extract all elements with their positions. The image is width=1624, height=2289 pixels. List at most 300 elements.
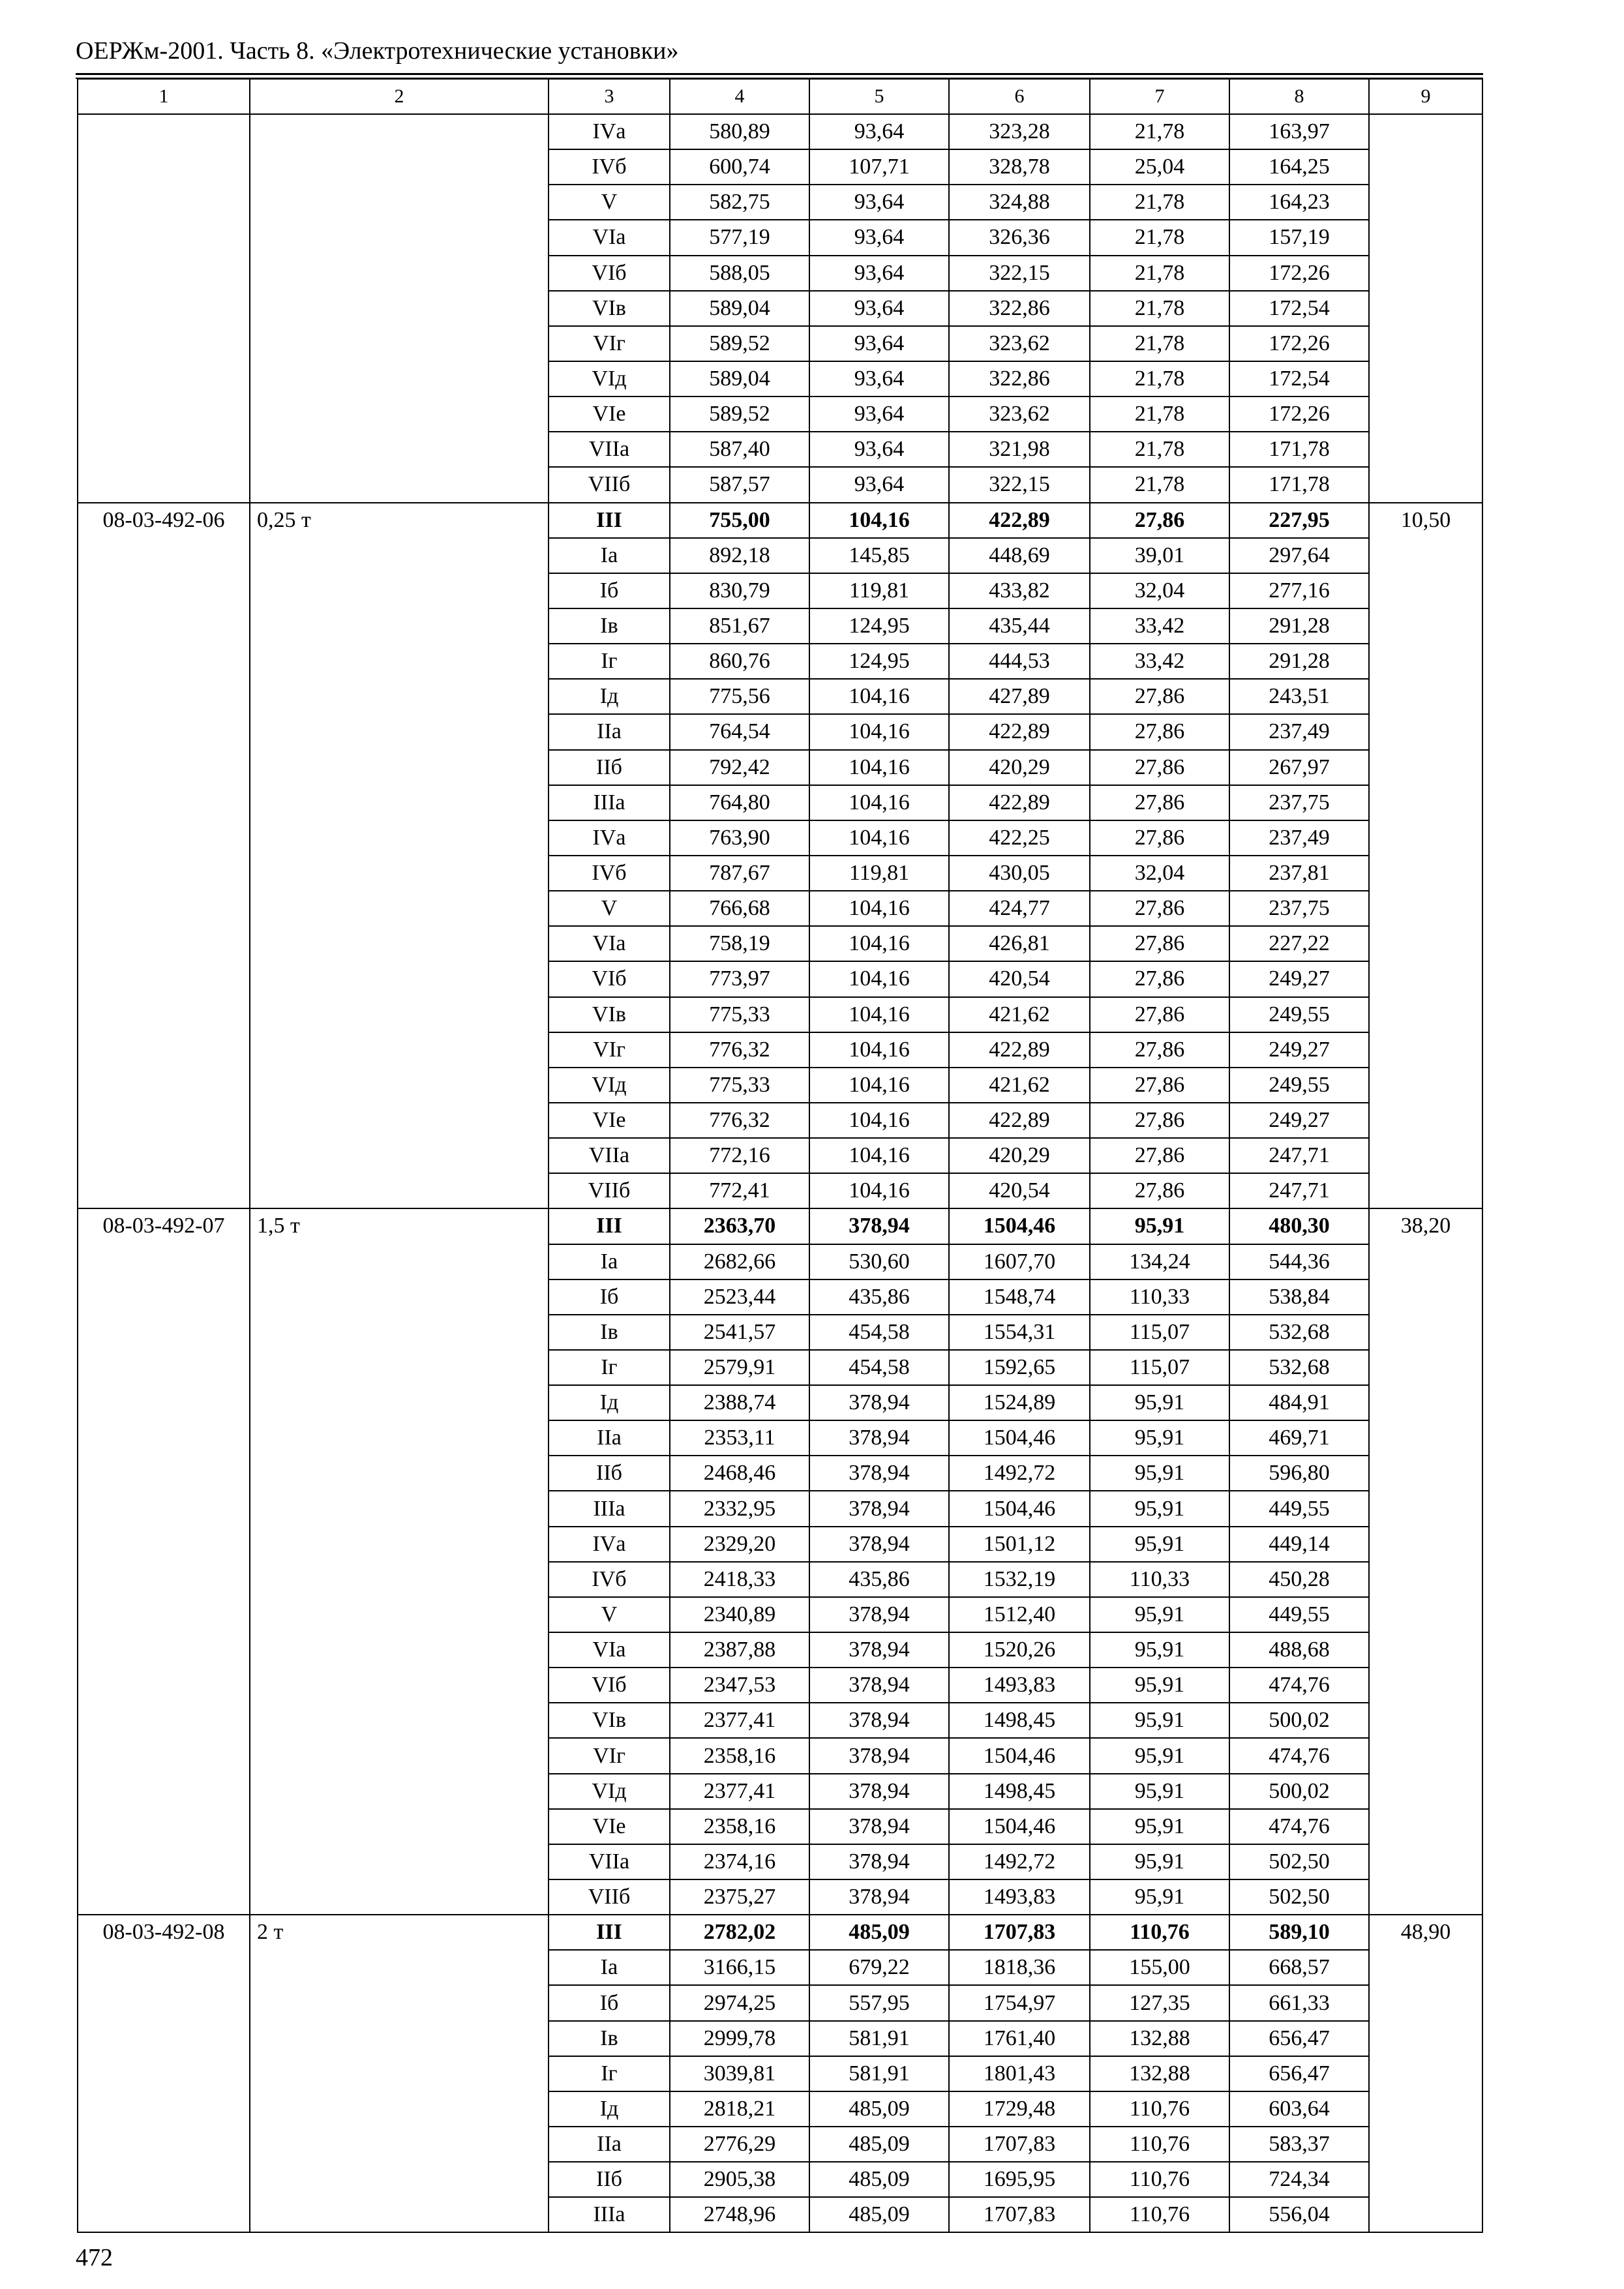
item-mass	[250, 114, 549, 503]
value-cell-col8: 500,02	[1229, 1774, 1369, 1809]
value-cell-col6: 323,62	[949, 396, 1090, 432]
value-cell-col7: 155,00	[1090, 1950, 1229, 1985]
category-cell: VIв	[549, 1703, 670, 1738]
value-cell-col8: 480,30	[1229, 1208, 1369, 1244]
value-cell-col8: 449,14	[1229, 1527, 1369, 1562]
value-cell-col4: 587,57	[670, 467, 809, 502]
value-cell-col4: 772,16	[670, 1138, 809, 1173]
value-cell-col8: 249,27	[1229, 1032, 1369, 1068]
value-cell-col7: 110,33	[1090, 1562, 1229, 1597]
value-cell-col5: 485,09	[809, 2127, 949, 2162]
value-cell-col7: 27,86	[1090, 1103, 1229, 1138]
value-cell-col5: 93,64	[809, 185, 949, 220]
column-header-9: 9	[1369, 79, 1482, 114]
value-cell-col5: 378,94	[809, 1527, 949, 1562]
value-cell-col7: 21,78	[1090, 256, 1229, 291]
value-cell-col6: 422,89	[949, 503, 1090, 538]
category-cell: Iв	[549, 2021, 670, 2056]
value-cell-col7: 95,91	[1090, 1703, 1229, 1738]
value-cell-col8: 172,54	[1229, 291, 1369, 326]
category-cell: VIе	[549, 1103, 670, 1138]
category-cell: Iб	[549, 1279, 670, 1315]
category-cell: VIг	[549, 1738, 670, 1773]
value-cell-col8: 243,51	[1229, 679, 1369, 714]
category-cell: III	[549, 1208, 670, 1244]
value-cell-col4: 2999,78	[670, 2021, 809, 2056]
value-cell-col5: 104,16	[809, 1173, 949, 1208]
category-cell: Iв	[549, 608, 670, 644]
category-cell: IIб	[549, 1456, 670, 1491]
value-cell-col6: 424,77	[949, 891, 1090, 926]
value-cell-col6: 1492,72	[949, 1844, 1090, 1879]
value-cell-col4: 589,04	[670, 291, 809, 326]
category-cell: VIIб	[549, 1879, 670, 1915]
value-cell-col8: 474,76	[1229, 1668, 1369, 1703]
category-cell: VIе	[549, 396, 670, 432]
value-cell-col6: 1498,45	[949, 1774, 1090, 1809]
value-cell-col6: 1504,46	[949, 1208, 1090, 1244]
value-cell-col8: 163,97	[1229, 114, 1369, 149]
value-cell-col8: 449,55	[1229, 1491, 1369, 1526]
page-number: 472	[76, 2244, 113, 2271]
value-cell-col8: 164,23	[1229, 185, 1369, 220]
item-code: 08-03-492-06	[78, 503, 250, 1209]
value-cell-col6: 1493,83	[949, 1879, 1090, 1915]
value-cell-col4: 2468,46	[670, 1456, 809, 1491]
category-cell: VIе	[549, 1809, 670, 1844]
value-cell-col4: 2782,02	[670, 1915, 809, 1950]
value-cell-col4: 776,32	[670, 1032, 809, 1068]
category-cell: IIа	[549, 714, 670, 749]
value-cell-col6: 1695,95	[949, 2162, 1090, 2197]
value-cell-col5: 378,94	[809, 1879, 949, 1915]
value-cell-col6: 1501,12	[949, 1527, 1090, 1562]
value-cell-col7: 95,91	[1090, 1527, 1229, 1562]
value-cell-col4: 755,00	[670, 503, 809, 538]
category-cell: Iд	[549, 2091, 670, 2127]
value-cell-col7: 132,88	[1090, 2021, 1229, 2056]
table-row	[78, 114, 1482, 149]
value-cell-col7: 27,86	[1090, 1173, 1229, 1208]
value-cell-col7: 21,78	[1090, 432, 1229, 467]
value-cell-col5: 104,16	[809, 785, 949, 820]
value-cell-col4: 776,32	[670, 1103, 809, 1138]
value-cell-col5: 378,94	[809, 1774, 949, 1809]
category-cell: Iг	[549, 1350, 670, 1385]
value-cell-col7: 21,78	[1090, 467, 1229, 502]
value-cell-col4: 588,05	[670, 256, 809, 291]
value-cell-col7: 27,86	[1090, 926, 1229, 961]
value-cell-col6: 1492,72	[949, 1456, 1090, 1491]
value-cell-col5: 107,71	[809, 149, 949, 185]
category-cell: VIа	[549, 926, 670, 961]
value-cell-col7: 115,07	[1090, 1315, 1229, 1350]
value-cell-col8: 583,37	[1229, 2127, 1369, 2162]
item-mass: 1,5 т	[250, 1208, 549, 1915]
value-cell-col6: 422,89	[949, 714, 1090, 749]
item-code	[78, 114, 250, 503]
category-cell: III	[549, 503, 670, 538]
value-cell-col4: 773,97	[670, 961, 809, 996]
value-cell-col4: 2347,53	[670, 1668, 809, 1703]
value-cell-col7: 95,91	[1090, 1420, 1229, 1456]
value-cell-col7: 127,35	[1090, 1985, 1229, 2020]
category-cell: VIд	[549, 1068, 670, 1103]
value-cell-col4: 2818,21	[670, 2091, 809, 2127]
value-cell-col4: 589,04	[670, 361, 809, 396]
value-cell-col6: 1707,83	[949, 2127, 1090, 2162]
value-cell-col4: 2358,16	[670, 1809, 809, 1844]
value-cell-col4: 2377,41	[670, 1774, 809, 1809]
item-extra-value	[1369, 114, 1482, 503]
value-cell-col8: 532,68	[1229, 1315, 1369, 1350]
value-cell-col8: 237,75	[1229, 785, 1369, 820]
value-cell-col5: 378,94	[809, 1738, 949, 1773]
value-cell-col7: 33,42	[1090, 608, 1229, 644]
value-cell-col6: 420,29	[949, 1138, 1090, 1173]
value-cell-col4: 2974,25	[670, 1985, 809, 2020]
category-cell: VIб	[549, 961, 670, 996]
value-cell-col6: 1532,19	[949, 1562, 1090, 1597]
value-cell-col6: 444,53	[949, 644, 1090, 679]
value-cell-col4: 589,52	[670, 326, 809, 361]
value-cell-col8: 157,19	[1229, 220, 1369, 255]
value-cell-col4: 2682,66	[670, 1244, 809, 1279]
value-cell-col4: 775,33	[670, 1068, 809, 1103]
value-cell-col4: 577,19	[670, 220, 809, 255]
value-cell-col6: 422,89	[949, 1103, 1090, 1138]
value-cell-col5: 485,09	[809, 2162, 949, 2197]
value-cell-col8: 469,71	[1229, 1420, 1369, 1456]
value-cell-col7: 21,78	[1090, 396, 1229, 432]
value-cell-col7: 39,01	[1090, 538, 1229, 573]
value-cell-col7: 134,24	[1090, 1244, 1229, 1279]
value-cell-col4: 763,90	[670, 820, 809, 856]
value-cell-col4: 851,67	[670, 608, 809, 644]
value-cell-col5: 581,91	[809, 2056, 949, 2091]
value-cell-col4: 2329,20	[670, 1527, 809, 1562]
value-cell-col5: 530,60	[809, 1244, 949, 1279]
value-cell-col7: 32,04	[1090, 573, 1229, 608]
value-cell-col8: 164,25	[1229, 149, 1369, 185]
value-cell-col4: 764,54	[670, 714, 809, 749]
category-cell: IIIа	[549, 785, 670, 820]
value-cell-col6: 1498,45	[949, 1703, 1090, 1738]
value-cell-col6: 433,82	[949, 573, 1090, 608]
value-cell-col4: 582,75	[670, 185, 809, 220]
value-cell-col8: 502,50	[1229, 1844, 1369, 1879]
value-cell-col4: 2905,38	[670, 2162, 809, 2197]
value-cell-col7: 95,91	[1090, 1385, 1229, 1420]
value-cell-col6: 1504,46	[949, 1491, 1090, 1526]
value-cell-col7: 27,86	[1090, 1032, 1229, 1068]
value-cell-col7: 27,86	[1090, 785, 1229, 820]
value-cell-col8: 449,55	[1229, 1597, 1369, 1632]
value-cell-col7: 95,91	[1090, 1208, 1229, 1244]
value-cell-col7: 21,78	[1090, 220, 1229, 255]
value-cell-col4: 2388,74	[670, 1385, 809, 1420]
value-cell-col8: 172,26	[1229, 326, 1369, 361]
value-cell-col5: 378,94	[809, 1208, 949, 1244]
category-cell: Iг	[549, 644, 670, 679]
category-cell: IVб	[549, 1562, 670, 1597]
category-cell: Iб	[549, 573, 670, 608]
value-cell-col7: 21,78	[1090, 185, 1229, 220]
item-mass: 2 т	[250, 1915, 549, 2232]
value-cell-col5: 485,09	[809, 1915, 949, 1950]
value-cell-col5: 145,85	[809, 538, 949, 573]
value-cell-col5: 378,94	[809, 1420, 949, 1456]
column-header-7: 7	[1090, 79, 1229, 114]
value-cell-col7: 21,78	[1090, 326, 1229, 361]
value-cell-col4: 892,18	[670, 538, 809, 573]
category-cell: IIIа	[549, 1491, 670, 1526]
value-cell-col6: 420,54	[949, 961, 1090, 996]
value-cell-col4: 787,67	[670, 856, 809, 891]
value-cell-col7: 27,86	[1090, 750, 1229, 785]
value-cell-col6: 1520,26	[949, 1632, 1090, 1668]
value-cell-col6: 1504,46	[949, 1420, 1090, 1456]
value-cell-col6: 1707,83	[949, 2197, 1090, 2232]
value-cell-col8: 589,10	[1229, 1915, 1369, 1950]
category-cell: VIа	[549, 1632, 670, 1668]
value-cell-col5: 104,16	[809, 1103, 949, 1138]
value-cell-col8: 171,78	[1229, 467, 1369, 502]
value-cell-col5: 378,94	[809, 1668, 949, 1703]
value-cell-col7: 95,91	[1090, 1879, 1229, 1915]
value-cell-col6: 422,89	[949, 785, 1090, 820]
category-cell: IVб	[549, 149, 670, 185]
value-cell-col4: 2377,41	[670, 1703, 809, 1738]
value-cell-col7: 95,91	[1090, 1844, 1229, 1879]
column-header-2: 2	[250, 79, 549, 114]
value-cell-col4: 2776,29	[670, 2127, 809, 2162]
value-cell-col6: 1754,97	[949, 1985, 1090, 2020]
value-cell-col5: 104,16	[809, 679, 949, 714]
value-cell-col5: 378,94	[809, 1844, 949, 1879]
value-cell-col6: 1493,83	[949, 1668, 1090, 1703]
value-cell-col8: 556,04	[1229, 2197, 1369, 2232]
value-cell-col6: 1801,43	[949, 2056, 1090, 2091]
category-cell: VIа	[549, 220, 670, 255]
value-cell-col5: 104,16	[809, 1068, 949, 1103]
value-cell-col6: 326,36	[949, 220, 1090, 255]
value-cell-col5: 435,86	[809, 1562, 949, 1597]
item-extra-value: 10,50	[1369, 503, 1482, 1209]
value-cell-col5: 485,09	[809, 2091, 949, 2127]
value-cell-col7: 132,88	[1090, 2056, 1229, 2091]
value-cell-col5: 378,94	[809, 1632, 949, 1668]
value-cell-col5: 104,16	[809, 503, 949, 538]
category-cell: V	[549, 185, 670, 220]
value-cell-col8: 656,47	[1229, 2021, 1369, 2056]
category-cell: Iд	[549, 1385, 670, 1420]
value-cell-col7: 95,91	[1090, 1456, 1229, 1491]
value-cell-col7: 27,86	[1090, 714, 1229, 749]
value-cell-col5: 93,64	[809, 114, 949, 149]
value-cell-col5: 119,81	[809, 856, 949, 891]
column-header-8: 8	[1229, 79, 1369, 114]
value-cell-col4: 2332,95	[670, 1491, 809, 1526]
value-cell-col5: 454,58	[809, 1350, 949, 1385]
value-cell-col7: 27,86	[1090, 961, 1229, 996]
value-cell-col7: 27,86	[1090, 997, 1229, 1032]
item-code: 08-03-492-08	[78, 1915, 250, 2232]
value-cell-col6: 322,86	[949, 361, 1090, 396]
table-row	[78, 503, 1482, 538]
column-header-4: 4	[670, 79, 809, 114]
value-cell-col7: 95,91	[1090, 1809, 1229, 1844]
value-cell-col5: 124,95	[809, 608, 949, 644]
value-cell-col8: 603,64	[1229, 2091, 1369, 2127]
value-cell-col4: 3166,15	[670, 1950, 809, 1985]
value-cell-col7: 27,86	[1090, 1138, 1229, 1173]
value-cell-col6: 323,28	[949, 114, 1090, 149]
value-cell-col8: 249,55	[1229, 1068, 1369, 1103]
value-cell-col8: 247,71	[1229, 1138, 1369, 1173]
value-cell-col5: 104,16	[809, 926, 949, 961]
value-cell-col7: 110,76	[1090, 2197, 1229, 2232]
value-cell-col7: 110,76	[1090, 1915, 1229, 1950]
value-cell-col5: 104,16	[809, 714, 949, 749]
category-cell: VIв	[549, 997, 670, 1032]
value-cell-col4: 2374,16	[670, 1844, 809, 1879]
value-cell-col6: 422,89	[949, 1032, 1090, 1068]
value-cell-col7: 110,76	[1090, 2091, 1229, 2127]
value-cell-col5: 119,81	[809, 573, 949, 608]
value-cell-col7: 110,33	[1090, 1279, 1229, 1315]
value-cell-col8: 474,76	[1229, 1809, 1369, 1844]
value-cell-col5: 104,16	[809, 820, 949, 856]
value-cell-col4: 860,76	[670, 644, 809, 679]
value-cell-col6: 322,86	[949, 291, 1090, 326]
value-cell-col8: 237,81	[1229, 856, 1369, 891]
table-row	[78, 1915, 1482, 1950]
category-cell: III	[549, 1915, 670, 1950]
value-cell-col7: 110,76	[1090, 2162, 1229, 2197]
value-cell-col4: 775,56	[670, 679, 809, 714]
category-cell: Iб	[549, 1985, 670, 2020]
value-cell-col4: 2418,33	[670, 1562, 809, 1597]
category-cell: V	[549, 891, 670, 926]
value-cell-col5: 378,94	[809, 1703, 949, 1738]
value-cell-col4: 2353,11	[670, 1420, 809, 1456]
value-cell-col6: 1818,36	[949, 1950, 1090, 1985]
value-cell-col4: 2523,44	[670, 1279, 809, 1315]
category-cell: IVб	[549, 856, 670, 891]
value-cell-col8: 249,27	[1229, 961, 1369, 996]
value-cell-col4: 792,42	[670, 750, 809, 785]
category-cell: VIг	[549, 1032, 670, 1068]
value-cell-col8: 502,50	[1229, 1879, 1369, 1915]
column-header-3: 3	[549, 79, 670, 114]
value-cell-col6: 321,98	[949, 432, 1090, 467]
value-cell-col6: 322,15	[949, 467, 1090, 502]
value-cell-col8: 661,33	[1229, 1985, 1369, 2020]
price-table	[77, 78, 1483, 2233]
value-cell-col8: 668,57	[1229, 1950, 1369, 1985]
value-cell-col8: 171,78	[1229, 432, 1369, 467]
value-cell-col4: 758,19	[670, 926, 809, 961]
value-cell-col5: 435,86	[809, 1279, 949, 1315]
value-cell-col5: 679,22	[809, 1950, 949, 1985]
value-cell-col6: 322,15	[949, 256, 1090, 291]
category-cell: VIIа	[549, 1844, 670, 1879]
value-cell-col5: 378,94	[809, 1597, 949, 1632]
item-mass: 0,25 т	[250, 503, 549, 1209]
value-cell-col8: 247,71	[1229, 1173, 1369, 1208]
value-cell-col8: 291,28	[1229, 608, 1369, 644]
value-cell-col4: 580,89	[670, 114, 809, 149]
value-cell-col5: 104,16	[809, 961, 949, 996]
value-cell-col7: 21,78	[1090, 361, 1229, 396]
value-cell-col5: 378,94	[809, 1456, 949, 1491]
category-cell: Iв	[549, 1315, 670, 1350]
value-cell-col5: 454,58	[809, 1315, 949, 1350]
value-cell-col6: 1512,40	[949, 1597, 1090, 1632]
value-cell-col8: 656,47	[1229, 2056, 1369, 2091]
value-cell-col6: 420,54	[949, 1173, 1090, 1208]
item-code: 08-03-492-07	[78, 1208, 250, 1915]
value-cell-col7: 110,76	[1090, 2127, 1229, 2162]
value-cell-col5: 104,16	[809, 891, 949, 926]
value-cell-col8: 450,28	[1229, 1562, 1369, 1597]
value-cell-col6: 430,05	[949, 856, 1090, 891]
value-cell-col4: 600,74	[670, 149, 809, 185]
value-cell-col8: 474,76	[1229, 1738, 1369, 1773]
value-cell-col5: 104,16	[809, 1032, 949, 1068]
value-cell-col6: 1761,40	[949, 2021, 1090, 2056]
category-cell: Iа	[549, 1950, 670, 1985]
category-cell: Iг	[549, 2056, 670, 2091]
value-cell-col5: 557,95	[809, 1985, 949, 2020]
value-cell-col4: 2358,16	[670, 1738, 809, 1773]
table-row	[78, 1208, 1482, 1244]
value-cell-col8: 267,97	[1229, 750, 1369, 785]
category-cell: IIа	[549, 2127, 670, 2162]
category-cell: IIб	[549, 750, 670, 785]
value-cell-col4: 2375,27	[670, 1879, 809, 1915]
value-cell-col7: 32,04	[1090, 856, 1229, 891]
value-cell-col7: 21,78	[1090, 291, 1229, 326]
value-cell-col4: 587,40	[670, 432, 809, 467]
value-cell-col8: 596,80	[1229, 1456, 1369, 1491]
value-cell-col4: 775,33	[670, 997, 809, 1032]
value-cell-col5: 93,64	[809, 432, 949, 467]
value-cell-col6: 422,25	[949, 820, 1090, 856]
value-cell-col6: 420,29	[949, 750, 1090, 785]
category-cell: VIв	[549, 291, 670, 326]
value-cell-col7: 27,86	[1090, 679, 1229, 714]
value-cell-col5: 93,64	[809, 326, 949, 361]
value-cell-col4: 2387,88	[670, 1632, 809, 1668]
category-cell: IVа	[549, 114, 670, 149]
value-cell-col6: 323,62	[949, 326, 1090, 361]
value-cell-col7: 27,86	[1090, 891, 1229, 926]
value-cell-col7: 95,91	[1090, 1491, 1229, 1526]
value-cell-col7: 95,91	[1090, 1632, 1229, 1668]
value-cell-col4: 3039,81	[670, 2056, 809, 2091]
value-cell-col4: 589,52	[670, 396, 809, 432]
value-cell-col6: 1524,89	[949, 1385, 1090, 1420]
value-cell-col6: 1504,46	[949, 1738, 1090, 1773]
value-cell-col7: 25,04	[1090, 149, 1229, 185]
document-header: ОЕРЖм-2001. Часть 8. «Электротехнические установки»	[76, 37, 679, 65]
value-cell-col4: 766,68	[670, 891, 809, 926]
value-cell-col8: 237,49	[1229, 714, 1369, 749]
value-cell-col6: 426,81	[949, 926, 1090, 961]
value-cell-col6: 421,62	[949, 997, 1090, 1032]
